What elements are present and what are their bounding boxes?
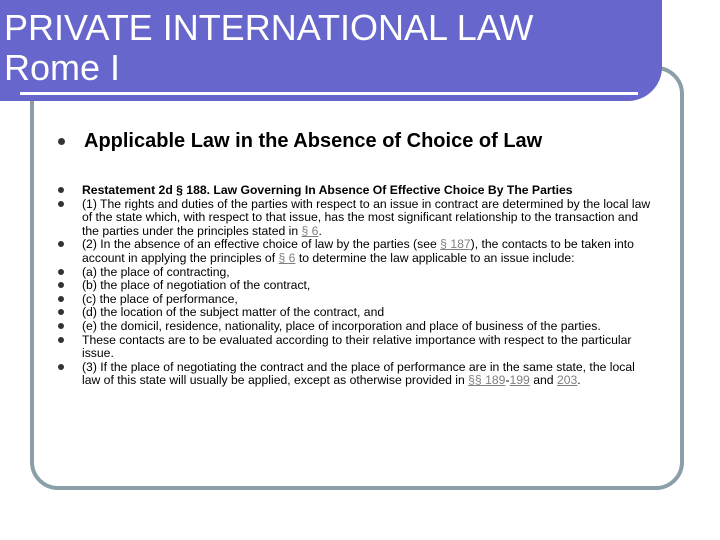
item-d: (d) the location of the subject matter of the contract, and <box>82 305 385 320</box>
bullet-icon <box>58 296 64 302</box>
contacts-note: These contacts are to be evaluated according to their relative importance with respect to the particular issue. <box>82 332 632 361</box>
list-item <box>55 361 655 388</box>
list-item <box>55 266 655 280</box>
slide-heading: Applicable Law in the Absence of Choice of Law <box>84 130 543 152</box>
title-line-2: Rome I <box>4 47 121 88</box>
list-item <box>55 238 655 265</box>
title-divider <box>20 92 638 95</box>
paragraph-3-text-a: (3) If the place of negotiating the contract and the place of performance are in the same state, the local law of this state will usually be applied, except as otherwise provided in <box>82 359 635 388</box>
title-line-1: PRIVATE INTERNATIONAL LAW <box>4 7 534 48</box>
paragraph-2-text-a: (2) In the absence of an effective choice of law by the parties (see <box>82 237 441 252</box>
bullet-icon <box>58 309 64 315</box>
bullet-icon <box>58 187 64 193</box>
item-a: (a) the place of contracting, <box>82 264 230 279</box>
paragraph-1 <box>82 198 655 239</box>
bullet-icon <box>58 269 64 275</box>
bullet-icon <box>58 201 64 207</box>
list-item <box>55 198 655 239</box>
list-item <box>55 279 655 293</box>
bullet-icon <box>58 241 64 247</box>
paragraph-2-text-b: ), the contacts to be taken into account in applying the principles of <box>82 237 634 265</box>
section-6-link[interactable]: § 6 <box>301 223 319 238</box>
item-c: (c) the place of performance, <box>82 291 238 306</box>
paragraph-2 <box>82 238 655 265</box>
item-b: (b) the place of negotiation of the contract, <box>82 278 311 293</box>
paragraph-3-dash: - <box>505 373 510 388</box>
bullet-icon <box>58 364 64 370</box>
slide-title <box>4 8 533 88</box>
bullet-list <box>55 184 655 388</box>
paragraph-3-end: . <box>577 373 581 388</box>
paragraph-1-end: . <box>318 223 322 238</box>
paragraph-2-text-c: to determine the law applicable to an issue include: <box>295 250 575 265</box>
bullet-icon <box>58 138 65 145</box>
item-e: (e) the domicil, residence, nationality, place of incorporation and place of business of the parties. <box>82 318 601 333</box>
paragraph-3 <box>82 361 655 388</box>
section-189-link[interactable]: §§ 189 <box>468 373 506 388</box>
restatement-heading: Restatement 2d § 188. Law Governing In Absence Of Effective Choice By The Parties <box>82 183 573 197</box>
list-item <box>55 293 655 307</box>
section-6-link[interactable]: § 6 <box>278 250 296 265</box>
list-item <box>55 306 655 320</box>
bullet-icon <box>58 337 64 343</box>
list-item <box>55 320 655 334</box>
bullet-icon <box>58 323 64 329</box>
list-item <box>55 334 655 361</box>
section-187-link[interactable]: § 187 <box>440 237 471 252</box>
title-bar <box>0 0 662 101</box>
section-199-link[interactable]: 199 <box>509 373 530 388</box>
section-203-link[interactable]: 203 <box>556 373 578 388</box>
list-item <box>55 184 655 198</box>
paragraph-3-text-b: and <box>529 373 557 388</box>
bullet-icon <box>58 282 64 288</box>
paragraph-1-text: (1) The rights and duties of the parties with respect to an issue in contract are determined by the local law of the state which, with respect to that issue, has the most significant relationship to the transaction and the parties under the principles stated in <box>82 196 651 238</box>
